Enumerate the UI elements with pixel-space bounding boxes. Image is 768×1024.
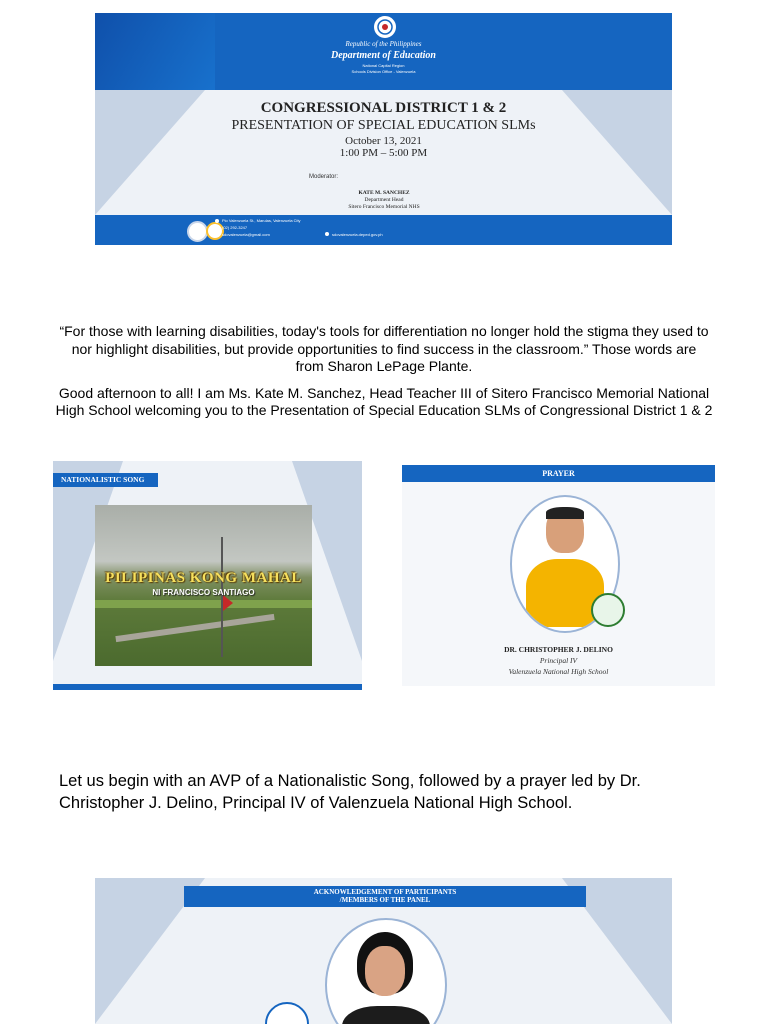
banner-line2: /MEMBERS OF THE PANEL — [339, 896, 431, 904]
footer-band — [95, 215, 672, 245]
quote-line2: nor highlight disabilities, but provide opportunities to find success in the classroom.” Those words are — [71, 341, 697, 357]
speaker-role: Principal IV — [539, 656, 578, 665]
title-slide — [95, 13, 672, 245]
moderator-label: Moderator: — [309, 174, 339, 180]
slide-tag: PRAYER — [402, 465, 715, 482]
intro-line1: Let us begin with an AVP of a Nationalistic Song, followed by a prayer led by Dr. — [59, 772, 641, 790]
header-line2: Department of Education — [330, 50, 436, 61]
header-line1: Republic of the Philippines — [345, 40, 422, 48]
intro-line2: Christopher J. Delino, Principal IV of Valenzuela National High School. — [59, 794, 573, 812]
school-seal-icon — [591, 593, 625, 627]
bottom-bar — [53, 684, 362, 690]
banner-line1: ACKNOWLEDGEMENT OF PARTICIPANTS — [313, 888, 457, 896]
prayer-slide — [402, 465, 715, 686]
flag-icon — [223, 595, 233, 611]
footer-address: Pio Valenzuela St., Marulas, Valenzuela City — [222, 218, 301, 223]
video-title: PILIPINAS KONG MAHAL — [105, 570, 302, 586]
event-time: 1:00 PM – 5:00 PM — [339, 147, 428, 159]
person-face — [365, 946, 405, 996]
speaker-name: DR. CHRISTOPHER J. DELINO — [504, 645, 613, 654]
quote-line1: “For those with learning disabilities, today's tools for differentiation no longer hold the stigma they used to — [59, 323, 709, 339]
slide-title: CONGRESSIONAL DISTRICT 1 & 2 — [260, 100, 507, 116]
nationalistic-song-slide — [53, 461, 362, 690]
portrait-frame — [325, 918, 447, 1024]
quote-line3: from Sharon LePage Plante. — [295, 358, 473, 374]
event-date: October 13, 2021 — [345, 135, 422, 147]
school-seal-icon — [265, 1002, 309, 1024]
deped-seal-icon — [187, 221, 208, 242]
video-thumbnail[interactable] — [95, 505, 312, 666]
header-line4: Schools Division Office - Valenzuela — [351, 69, 416, 74]
moderator-school: Sitero Francisco Memorial NHS — [348, 204, 420, 210]
header-line3: National Capital Region — [362, 63, 405, 68]
video-subtitle: NI FRANCISCO SANTIAGO — [152, 588, 255, 597]
slide-tag: NATIONALISTIC SONG — [53, 473, 158, 487]
acknowledgement-slide — [95, 878, 672, 1024]
location-icon — [215, 219, 219, 223]
footer-email: sdovalenzuela@gmail.com — [222, 232, 270, 237]
banner — [184, 886, 586, 907]
web-icon — [325, 232, 329, 236]
speaker-school: Valenzuela National High School — [508, 667, 609, 676]
greeting-line2: High School welcoming you to the Presentation of Special Education SLMs of Congressional District 1 & 2 — [55, 402, 713, 418]
moderator-role: Department Head — [364, 197, 404, 203]
footer-web: sdovalenzuela.deped.gov.ph — [332, 232, 383, 237]
moderator-name: KATE M. SANCHEZ — [358, 190, 410, 196]
greeting-line1: Good afternoon to all! I am Ms. Kate M. Sanchez, Head Teacher III of Sitero Francisco Memorial National — [58, 385, 710, 401]
slide-subtitle: PRESENTATION OF SPECIAL EDUCATION SLMs — [231, 118, 536, 133]
person-body — [342, 1006, 430, 1024]
deped-seal-icon — [374, 16, 396, 38]
footer-phone: (02) 292-3247 — [222, 225, 248, 230]
